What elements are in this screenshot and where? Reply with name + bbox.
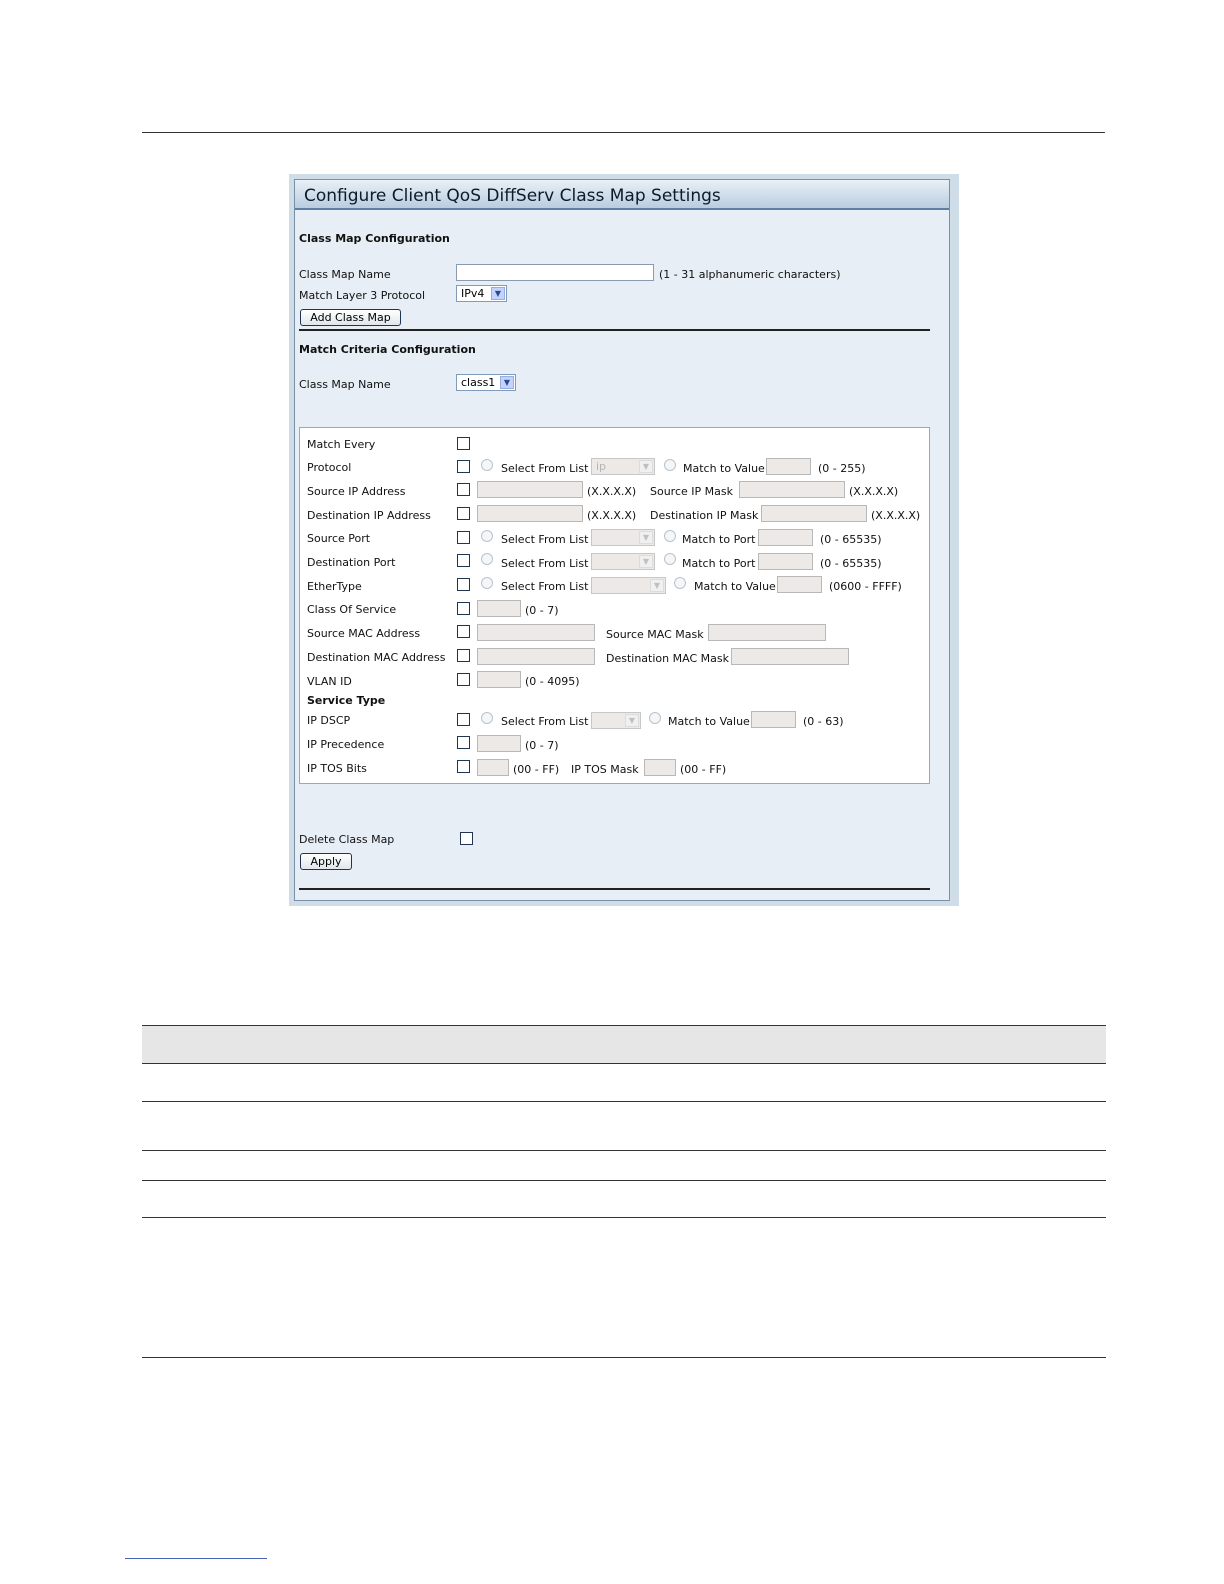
ip-dscp-match-value-label: Match to Value: [668, 715, 750, 728]
source-mac-checkbox[interactable]: [457, 625, 470, 638]
match-class-map-name-select[interactable]: [456, 374, 516, 391]
source-port-match-radio[interactable]: [664, 530, 676, 542]
source-port-list-select[interactable]: [591, 529, 655, 546]
source-port-input[interactable]: [758, 529, 813, 546]
table-rule: [142, 1357, 1106, 1358]
ip-tos-bits-checkbox[interactable]: [457, 760, 470, 773]
ip-tos-mask-input[interactable]: [644, 759, 676, 776]
panel-title: Configure Client QoS DiffServ Class Map Settings: [304, 186, 721, 206]
dest-ip-label: Destination IP Address: [307, 509, 431, 522]
dest-ip-checkbox[interactable]: [457, 507, 470, 520]
source-mac-mask-input[interactable]: [708, 624, 826, 641]
ethertype-range: (0600 - FFFF): [829, 580, 902, 593]
dest-mac-input[interactable]: [477, 648, 595, 665]
ethertype-select-list-radio[interactable]: [481, 577, 493, 589]
class-map-name-label: Class Map Name: [299, 268, 391, 281]
match-class-map-name-label: Class Map Name: [299, 378, 391, 391]
ip-dscp-checkbox[interactable]: [457, 713, 470, 726]
protocol-range-hint: (0 - 255): [818, 462, 866, 475]
dest-ip-input[interactable]: [477, 505, 583, 522]
dest-ip-mask-format: (X.X.X.X): [871, 509, 921, 522]
source-port-label: Source Port: [307, 532, 371, 545]
table-rule: [142, 1101, 1106, 1102]
protocol-value-input[interactable]: [766, 458, 811, 475]
bottom-divider: [299, 888, 930, 890]
service-type-heading: Service Type: [307, 694, 386, 707]
cos-checkbox[interactable]: [457, 602, 470, 615]
ip-dscp-select-list-label: Select From List: [501, 715, 589, 728]
table-rule: [142, 1217, 1106, 1218]
class-map-name-hint: (1 - 31 alphanumeric characters): [659, 268, 841, 281]
source-ip-format: (X.X.X.X): [587, 485, 637, 498]
add-class-map-button[interactable]: Add Class Map: [300, 309, 401, 326]
delete-class-map-checkbox[interactable]: [460, 832, 473, 845]
ethertype-list-select[interactable]: [591, 577, 666, 594]
layer3-protocol-value: IPv4: [461, 287, 485, 300]
vlan-id-range: (0 - 4095): [525, 675, 580, 688]
cos-label: Class Of Service: [307, 603, 397, 616]
dest-ip-mask-input[interactable]: [761, 505, 867, 522]
ip-precedence-label: IP Precedence: [307, 738, 385, 751]
cos-input[interactable]: [477, 600, 521, 617]
source-port-checkbox[interactable]: [457, 531, 470, 544]
chevron-down-icon: ▼: [639, 531, 653, 544]
ip-precedence-range: (0 - 7): [525, 739, 559, 752]
match-criteria-box: [299, 427, 930, 784]
ip-tos-bits-input[interactable]: [477, 759, 509, 776]
protocol-label: Protocol: [307, 461, 352, 474]
chevron-down-icon: ▼: [639, 460, 653, 473]
ip-dscp-list-select[interactable]: [591, 712, 641, 729]
chevron-down-icon: ▼: [650, 579, 664, 592]
table-header-band: [142, 1025, 1106, 1063]
ethertype-label: EtherType: [307, 580, 362, 593]
dest-mac-checkbox[interactable]: [457, 649, 470, 662]
protocol-match-value-label: Match to Value: [683, 462, 765, 475]
match-class-map-name-value: class1: [461, 376, 496, 389]
dest-port-select-list-radio[interactable]: [481, 553, 493, 565]
protocol-select-list-radio[interactable]: [481, 459, 493, 471]
source-port-match-label: Match to Port: [682, 533, 756, 546]
class-map-settings-panel: [294, 179, 950, 901]
ip-tos-mask-label: IP TOS Mask: [571, 763, 639, 776]
delete-class-map-label: Delete Class Map: [299, 833, 395, 846]
class-map-name-input[interactable]: [456, 264, 654, 281]
chevron-down-icon: ▼: [639, 555, 653, 568]
protocol-list-value: ip: [596, 460, 607, 473]
page-header-rule: [142, 132, 1105, 133]
protocol-checkbox[interactable]: [457, 460, 470, 473]
dest-ip-mask-label: Destination IP Mask: [650, 509, 759, 522]
dest-port-list-select[interactable]: [591, 553, 655, 570]
ip-tos-bits-label: IP TOS Bits: [307, 762, 367, 775]
source-mac-input[interactable]: [477, 624, 595, 641]
source-port-select-list-radio[interactable]: [481, 530, 493, 542]
ethertype-checkbox[interactable]: [457, 578, 470, 591]
dest-mac-label: Destination MAC Address: [307, 651, 446, 664]
layer3-protocol-select[interactable]: [456, 285, 507, 302]
dest-mac-mask-label: Destination MAC Mask: [606, 652, 729, 665]
dest-port-input[interactable]: [758, 553, 813, 570]
match-every-checkbox[interactable]: [457, 437, 470, 450]
ethertype-value-input[interactable]: [777, 576, 822, 593]
ip-tos-bits-range: (00 - FF): [513, 763, 560, 776]
table-rule: [142, 1063, 1106, 1064]
source-mac-mask-label: Source MAC Mask: [606, 628, 704, 641]
ip-dscp-range: (0 - 63): [803, 715, 844, 728]
class-map-config-heading: Class Map Configuration: [299, 232, 450, 245]
source-ip-input[interactable]: [477, 481, 583, 498]
source-ip-mask-label: Source IP Mask: [650, 485, 733, 498]
protocol-list-select[interactable]: [591, 458, 655, 475]
ip-dscp-value-input[interactable]: [751, 711, 796, 728]
screenshot-frame: [289, 174, 959, 906]
table-rule: [142, 1150, 1106, 1151]
ethertype-match-value-radio[interactable]: [674, 577, 686, 589]
dest-port-select-list-label: Select From List: [501, 557, 589, 570]
protocol-select-list-label: Select From List: [501, 462, 589, 475]
vlan-id-input[interactable]: [477, 671, 521, 688]
table-rule: [142, 1180, 1106, 1181]
table-rule: [142, 1025, 1106, 1026]
match-every-label: Match Every: [307, 438, 376, 451]
panel-titlebar: [295, 180, 949, 210]
ip-precedence-input[interactable]: [477, 735, 521, 752]
footer-link-underline[interactable]: [125, 1558, 267, 1559]
source-ip-checkbox[interactable]: [457, 483, 470, 496]
dest-mac-mask-input[interactable]: [731, 648, 849, 665]
dest-port-match-label: Match to Port: [682, 557, 756, 570]
dest-port-label: Destination Port: [307, 556, 396, 569]
source-mac-label: Source MAC Address: [307, 627, 421, 640]
ethertype-select-list-label: Select From List: [501, 580, 589, 593]
section-divider: [299, 329, 930, 331]
vlan-id-label: VLAN ID: [307, 675, 352, 688]
chevron-down-icon: ▼: [491, 287, 505, 300]
source-port-select-list-label: Select From List: [501, 533, 589, 546]
chevron-down-icon: ▼: [500, 376, 514, 389]
source-ip-label: Source IP Address: [307, 485, 406, 498]
vlan-id-checkbox[interactable]: [457, 673, 470, 686]
ethertype-match-value-label: Match to Value: [694, 580, 776, 593]
ip-dscp-select-list-radio[interactable]: [481, 712, 493, 724]
dest-port-match-radio[interactable]: [664, 553, 676, 565]
chevron-down-icon: ▼: [625, 714, 639, 727]
source-port-range: (0 - 65535): [820, 533, 882, 546]
match-criteria-heading: Match Criteria Configuration: [299, 343, 476, 356]
ip-precedence-checkbox[interactable]: [457, 736, 470, 749]
source-ip-mask-format: (X.X.X.X): [849, 485, 899, 498]
ip-dscp-label: IP DSCP: [307, 714, 351, 727]
dest-ip-format: (X.X.X.X): [587, 509, 637, 522]
source-ip-mask-input[interactable]: [739, 481, 845, 498]
match-layer3-protocol-label: Match Layer 3 Protocol: [299, 289, 426, 302]
cos-range: (0 - 7): [525, 604, 559, 617]
ip-dscp-match-value-radio[interactable]: [649, 712, 661, 724]
dest-port-range: (0 - 65535): [820, 557, 882, 570]
protocol-match-value-radio[interactable]: [664, 459, 676, 471]
apply-button[interactable]: Apply: [300, 853, 352, 870]
dest-port-checkbox[interactable]: [457, 554, 470, 567]
ip-tos-mask-range: (00 - FF): [680, 763, 727, 776]
